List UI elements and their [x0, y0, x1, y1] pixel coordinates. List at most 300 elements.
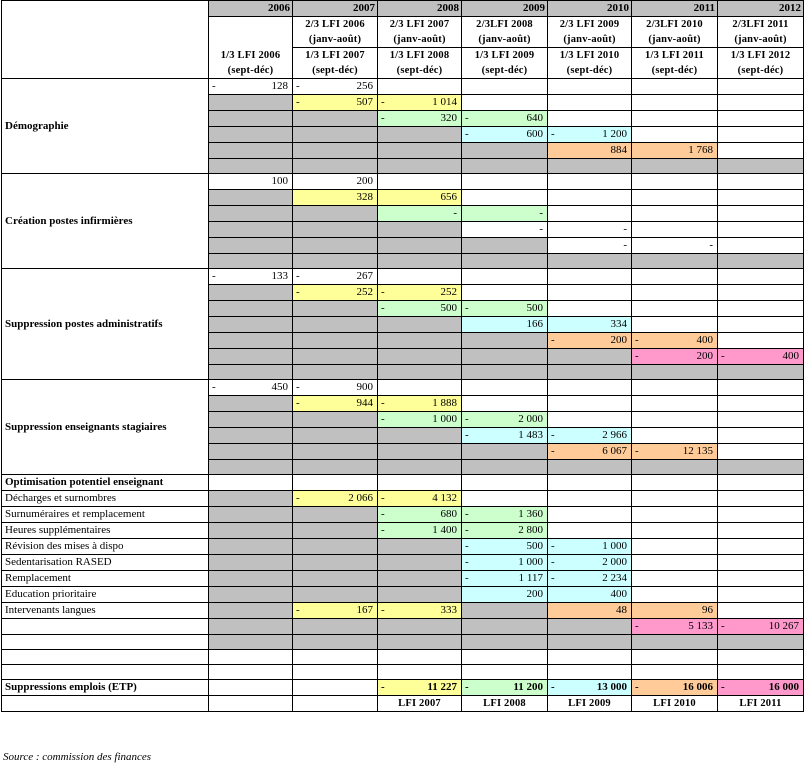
- negative-sign: -: [381, 302, 385, 314]
- cell-value: 252: [356, 286, 373, 298]
- cell-value: -: [709, 239, 713, 251]
- negative-sign: -: [296, 492, 300, 504]
- value-cell: [718, 491, 804, 507]
- value-cell: [718, 269, 804, 285]
- cell-value: 2 234: [602, 572, 627, 584]
- optimisation-row: [2, 539, 804, 555]
- value-cell: [293, 317, 378, 333]
- value-cell: [209, 491, 293, 507]
- negative-sign: -: [635, 350, 639, 362]
- value-cell: [548, 396, 632, 412]
- value-cell: [378, 491, 462, 507]
- value-cell: [718, 317, 804, 333]
- cell-value: 900: [356, 381, 373, 393]
- cell-value: 12 135: [682, 445, 713, 457]
- cell-value: 16 000: [768, 681, 799, 693]
- value-cell: [632, 365, 718, 380]
- value-cell: [548, 603, 632, 619]
- negative-sign: -: [296, 286, 300, 298]
- row-label: Surnuméraires et remplacement: [2, 507, 209, 523]
- value-cell: [548, 206, 632, 222]
- total-cell: [293, 680, 378, 696]
- value-cell: [462, 365, 548, 380]
- value-cell: [632, 111, 718, 127]
- header-period-top: (janv-août): [462, 32, 548, 48]
- value-cell: [378, 380, 462, 396]
- value-cell: [462, 317, 548, 333]
- row-label: [2, 635, 209, 650]
- value-cell: [548, 222, 632, 238]
- negative-sign: -: [465, 112, 469, 124]
- value-cell: [462, 571, 548, 587]
- value-cell: [293, 111, 378, 127]
- value-cell: [548, 143, 632, 159]
- cell-value: 1 400: [432, 524, 457, 536]
- header-lfi-bottom: 1/3 LFI 2012: [718, 48, 804, 64]
- cell-value: 1 768: [688, 144, 713, 156]
- header-period-bottom: (sept-déc): [209, 63, 293, 79]
- footer-lfi: LFI 2011: [718, 696, 804, 712]
- total-cell: [632, 680, 718, 696]
- value-cell: [718, 396, 804, 412]
- value-cell: [293, 238, 378, 254]
- header-period-top: [209, 32, 293, 48]
- value-cell: [718, 79, 804, 95]
- value-cell: [548, 380, 632, 396]
- row-label: Education prioritaire: [2, 587, 209, 603]
- negative-sign: -: [465, 572, 469, 584]
- value-cell: [293, 555, 378, 571]
- value-cell: [462, 587, 548, 603]
- value-cell: [209, 380, 293, 396]
- empty-cell: [209, 475, 293, 491]
- value-cell: [209, 285, 293, 301]
- value-cell: [378, 523, 462, 539]
- cell-value: 13 000: [596, 681, 627, 693]
- value-cell: [632, 396, 718, 412]
- cell-value: 11 227: [427, 681, 457, 693]
- value-cell: [462, 206, 548, 222]
- value-cell: [209, 206, 293, 222]
- negative-sign: -: [721, 620, 725, 632]
- value-cell: [632, 555, 718, 571]
- value-cell: [209, 665, 293, 680]
- cell-value: 500: [440, 302, 457, 314]
- value-cell: [548, 317, 632, 333]
- section-row: [2, 174, 804, 190]
- value-cell: [462, 254, 548, 269]
- value-cell: [632, 635, 718, 650]
- value-cell: [378, 174, 462, 190]
- optimisation-title: Optimisation potentiel enseignant: [2, 475, 209, 491]
- negative-sign: -: [635, 620, 639, 632]
- value-cell: [293, 285, 378, 301]
- optimisation-row: [2, 650, 804, 665]
- value-cell: [632, 127, 718, 143]
- negative-sign: -: [551, 540, 555, 552]
- footer-lfi: LFI 2010: [632, 696, 718, 712]
- value-cell: [718, 460, 804, 475]
- cell-value: 2 000: [602, 556, 627, 568]
- value-cell: [378, 396, 462, 412]
- cell-value: 200: [696, 350, 713, 362]
- value-cell: [209, 428, 293, 444]
- value-cell: [718, 428, 804, 444]
- cell-value: 96: [702, 604, 713, 616]
- header-period-bottom: (sept-déc): [378, 63, 462, 79]
- value-cell: [378, 95, 462, 111]
- value-cell: [718, 507, 804, 523]
- value-cell: [548, 190, 632, 206]
- value-cell: [378, 665, 462, 680]
- value-cell: [378, 111, 462, 127]
- value-cell: [293, 603, 378, 619]
- optimisation-row: [2, 491, 804, 507]
- value-cell: [293, 428, 378, 444]
- value-cell: [378, 238, 462, 254]
- value-cell: [718, 143, 804, 159]
- value-cell: [718, 365, 804, 380]
- value-cell: [718, 444, 804, 460]
- value-cell: [632, 238, 718, 254]
- header-lfi-bottom: 1/3 LFI 2007: [293, 48, 378, 64]
- value-cell: [718, 254, 804, 269]
- year-header: 2008: [378, 1, 462, 17]
- value-cell: [209, 317, 293, 333]
- value-cell: [209, 635, 293, 650]
- value-cell: [548, 127, 632, 143]
- footer-lfi: [209, 696, 293, 712]
- value-cell: [548, 95, 632, 111]
- value-cell: [462, 127, 548, 143]
- value-cell: [462, 412, 548, 428]
- optimisation-row: [2, 507, 804, 523]
- value-cell: [209, 365, 293, 380]
- value-cell: [209, 269, 293, 285]
- cell-value: 252: [440, 286, 457, 298]
- value-cell: [209, 349, 293, 365]
- value-cell: [378, 349, 462, 365]
- value-cell: [548, 79, 632, 95]
- value-cell: [632, 444, 718, 460]
- value-cell: [378, 190, 462, 206]
- header-period-bottom: (sept-déc): [293, 63, 378, 79]
- optimisation-row: [2, 571, 804, 587]
- value-cell: [548, 349, 632, 365]
- value-cell: [548, 333, 632, 349]
- value-cell: [548, 412, 632, 428]
- value-cell: [462, 333, 548, 349]
- cell-value: 5 133: [688, 620, 713, 632]
- header-lfi-top: 2/3 LFI 2009: [548, 17, 632, 33]
- negative-sign: -: [381, 397, 385, 409]
- total-cell: [462, 680, 548, 696]
- value-cell: [462, 507, 548, 523]
- negative-sign: -: [551, 572, 555, 584]
- cell-value: 944: [356, 397, 373, 409]
- value-cell: [548, 619, 632, 635]
- optimisation-row: [2, 619, 804, 635]
- value-cell: [718, 238, 804, 254]
- optimisation-row: [2, 555, 804, 571]
- value-cell: [378, 619, 462, 635]
- value-cell: [293, 190, 378, 206]
- empty-cell: [632, 475, 718, 491]
- value-cell: [209, 127, 293, 143]
- empty-cell: [548, 475, 632, 491]
- value-cell: [632, 206, 718, 222]
- value-cell: [378, 444, 462, 460]
- cell-value: 2 966: [602, 429, 627, 441]
- value-cell: [209, 444, 293, 460]
- header-lfi-bottom: 1/3 LFI 2008: [378, 48, 462, 64]
- row-label: Sedentarisation RASED: [2, 555, 209, 571]
- cell-value: -: [623, 239, 627, 251]
- value-cell: [378, 254, 462, 269]
- negative-sign: -: [551, 128, 555, 140]
- value-cell: [378, 301, 462, 317]
- value-cell: [632, 603, 718, 619]
- optimisation-row: [2, 523, 804, 539]
- header-lfi-top: 2/3LFI 2011: [718, 17, 804, 33]
- value-cell: [293, 333, 378, 349]
- cell-value: 1 360: [518, 508, 543, 520]
- value-cell: [293, 635, 378, 650]
- value-cell: [293, 174, 378, 190]
- header-period-top: (janv-août): [632, 32, 718, 48]
- value-cell: [293, 143, 378, 159]
- value-cell: [548, 254, 632, 269]
- negative-sign: -: [381, 524, 385, 536]
- header-period-bottom: (sept-déc): [548, 63, 632, 79]
- value-cell: [718, 555, 804, 571]
- value-cell: [293, 79, 378, 95]
- cell-value: 400: [782, 350, 799, 362]
- value-cell: [293, 507, 378, 523]
- value-cell: [462, 491, 548, 507]
- value-cell: [378, 650, 462, 665]
- header-lfi-top: 2/3 LFI 2007: [378, 17, 462, 33]
- section-row: [2, 269, 804, 285]
- value-cell: [209, 254, 293, 269]
- value-cell: [632, 301, 718, 317]
- value-cell: [378, 412, 462, 428]
- etp-table: [1, 0, 804, 712]
- value-cell: [462, 396, 548, 412]
- footer-lfi-row: [2, 696, 804, 712]
- value-cell: [718, 159, 804, 174]
- value-cell: [462, 460, 548, 475]
- value-cell: [548, 571, 632, 587]
- value-cell: [462, 555, 548, 571]
- value-cell: [462, 650, 548, 665]
- value-cell: [548, 650, 632, 665]
- cell-value: 500: [526, 540, 543, 552]
- value-cell: [462, 635, 548, 650]
- total-cell: [718, 680, 804, 696]
- header-period-bottom: (sept-déc): [632, 63, 718, 79]
- value-cell: [718, 206, 804, 222]
- value-cell: [462, 159, 548, 174]
- cell-value: 656: [440, 191, 457, 203]
- header-period-bottom: (sept-déc): [462, 63, 548, 79]
- value-cell: [548, 285, 632, 301]
- optimisation-row: [2, 587, 804, 603]
- value-cell: [548, 635, 632, 650]
- value-cell: [548, 428, 632, 444]
- negative-sign: -: [381, 413, 385, 425]
- cell-value: 166: [526, 318, 543, 330]
- header-lfi-bottom: 1/3 LFI 2006: [209, 48, 293, 64]
- cell-value: 1 483: [518, 429, 543, 441]
- value-cell: [462, 603, 548, 619]
- value-cell: [378, 79, 462, 95]
- year-header: 2012: [718, 1, 804, 17]
- year-header: 2011: [632, 1, 718, 17]
- value-cell: [632, 619, 718, 635]
- section-title: Suppression enseignants stagiaires: [2, 380, 209, 475]
- value-cell: [293, 95, 378, 111]
- negative-sign: -: [551, 334, 555, 346]
- value-cell: [718, 301, 804, 317]
- cell-value: 133: [271, 270, 288, 282]
- negative-sign: -: [465, 524, 469, 536]
- negative-sign: -: [381, 604, 385, 616]
- cell-value: 400: [610, 588, 627, 600]
- cell-value: 100: [271, 175, 288, 187]
- value-cell: [462, 444, 548, 460]
- empty-cell: [293, 475, 378, 491]
- value-cell: [293, 301, 378, 317]
- negative-sign: -: [381, 96, 385, 108]
- value-cell: [718, 635, 804, 650]
- header-years-row: [2, 1, 804, 17]
- value-cell: [293, 206, 378, 222]
- value-cell: [632, 254, 718, 269]
- value-cell: [632, 412, 718, 428]
- negative-sign: -: [465, 508, 469, 520]
- section-title: Création postes infirmières: [2, 174, 209, 269]
- cell-value: 600: [526, 128, 543, 140]
- value-cell: [209, 111, 293, 127]
- value-cell: [632, 523, 718, 539]
- header-period-bottom: (sept-déc): [718, 63, 804, 79]
- value-cell: [548, 491, 632, 507]
- optimisation-row: [2, 603, 804, 619]
- value-cell: [632, 285, 718, 301]
- header-lfi-top: 2/3 LFI 2006: [293, 17, 378, 33]
- negative-sign: -: [381, 112, 385, 124]
- value-cell: [632, 380, 718, 396]
- value-cell: [718, 539, 804, 555]
- value-cell: [209, 174, 293, 190]
- value-cell: [632, 95, 718, 111]
- value-cell: [293, 650, 378, 665]
- header-corner: [2, 1, 209, 79]
- header-period-top: (janv-août): [293, 32, 378, 48]
- value-cell: [209, 190, 293, 206]
- value-cell: [548, 587, 632, 603]
- value-cell: [718, 523, 804, 539]
- value-cell: [718, 650, 804, 665]
- negative-sign: -: [465, 429, 469, 441]
- value-cell: [378, 635, 462, 650]
- cell-value: 16 006: [682, 681, 713, 693]
- optimisation-row: [2, 665, 804, 680]
- value-cell: [209, 79, 293, 95]
- value-cell: [462, 380, 548, 396]
- source-note: Source : commission des finances: [3, 751, 152, 763]
- value-cell: [718, 603, 804, 619]
- value-cell: [632, 665, 718, 680]
- cell-value: 2 800: [518, 524, 543, 536]
- value-cell: [548, 665, 632, 680]
- cell-value: 680: [440, 508, 457, 520]
- cell-value: 167: [356, 604, 373, 616]
- negative-sign: -: [381, 681, 385, 693]
- value-cell: [209, 555, 293, 571]
- section-row: [2, 79, 804, 95]
- value-cell: [378, 206, 462, 222]
- row-label: Remplacement: [2, 571, 209, 587]
- value-cell: [209, 238, 293, 254]
- value-cell: [632, 190, 718, 206]
- value-cell: [209, 396, 293, 412]
- value-cell: [462, 285, 548, 301]
- value-cell: [378, 285, 462, 301]
- negative-sign: -: [551, 681, 555, 693]
- value-cell: [548, 111, 632, 127]
- value-cell: [548, 555, 632, 571]
- cell-value: 11 200: [513, 681, 543, 693]
- header-lfi-bottom: 1/3 LFI 2011: [632, 48, 718, 64]
- value-cell: [632, 587, 718, 603]
- negative-sign: -: [465, 128, 469, 140]
- value-cell: [548, 523, 632, 539]
- value-cell: [462, 79, 548, 95]
- value-cell: [209, 650, 293, 665]
- cell-value: 1 014: [432, 96, 457, 108]
- value-cell: [718, 412, 804, 428]
- cell-value: 200: [356, 175, 373, 187]
- value-cell: [548, 507, 632, 523]
- year-header: 2009: [462, 1, 548, 17]
- negative-sign: -: [296, 80, 300, 92]
- value-cell: [378, 333, 462, 349]
- cell-value: 10 267: [768, 620, 799, 632]
- row-label: [2, 650, 209, 665]
- row-label: Heures supplémentaires: [2, 523, 209, 539]
- header-lfi-bottom: 1/3 LFI 2010: [548, 48, 632, 64]
- value-cell: [293, 127, 378, 143]
- header-period-top: (janv-août): [718, 32, 804, 48]
- value-cell: [293, 222, 378, 238]
- value-cell: [209, 587, 293, 603]
- cell-value: 1 000: [518, 556, 543, 568]
- value-cell: [548, 460, 632, 475]
- value-cell: [378, 143, 462, 159]
- value-cell: [632, 333, 718, 349]
- value-cell: [462, 349, 548, 365]
- value-cell: [293, 412, 378, 428]
- cell-value: 334: [610, 318, 627, 330]
- negative-sign: -: [296, 270, 300, 282]
- value-cell: [462, 95, 548, 111]
- value-cell: [718, 127, 804, 143]
- section-title: Démographie: [2, 79, 209, 174]
- empty-cell: [462, 475, 548, 491]
- cell-value: 48: [616, 604, 627, 616]
